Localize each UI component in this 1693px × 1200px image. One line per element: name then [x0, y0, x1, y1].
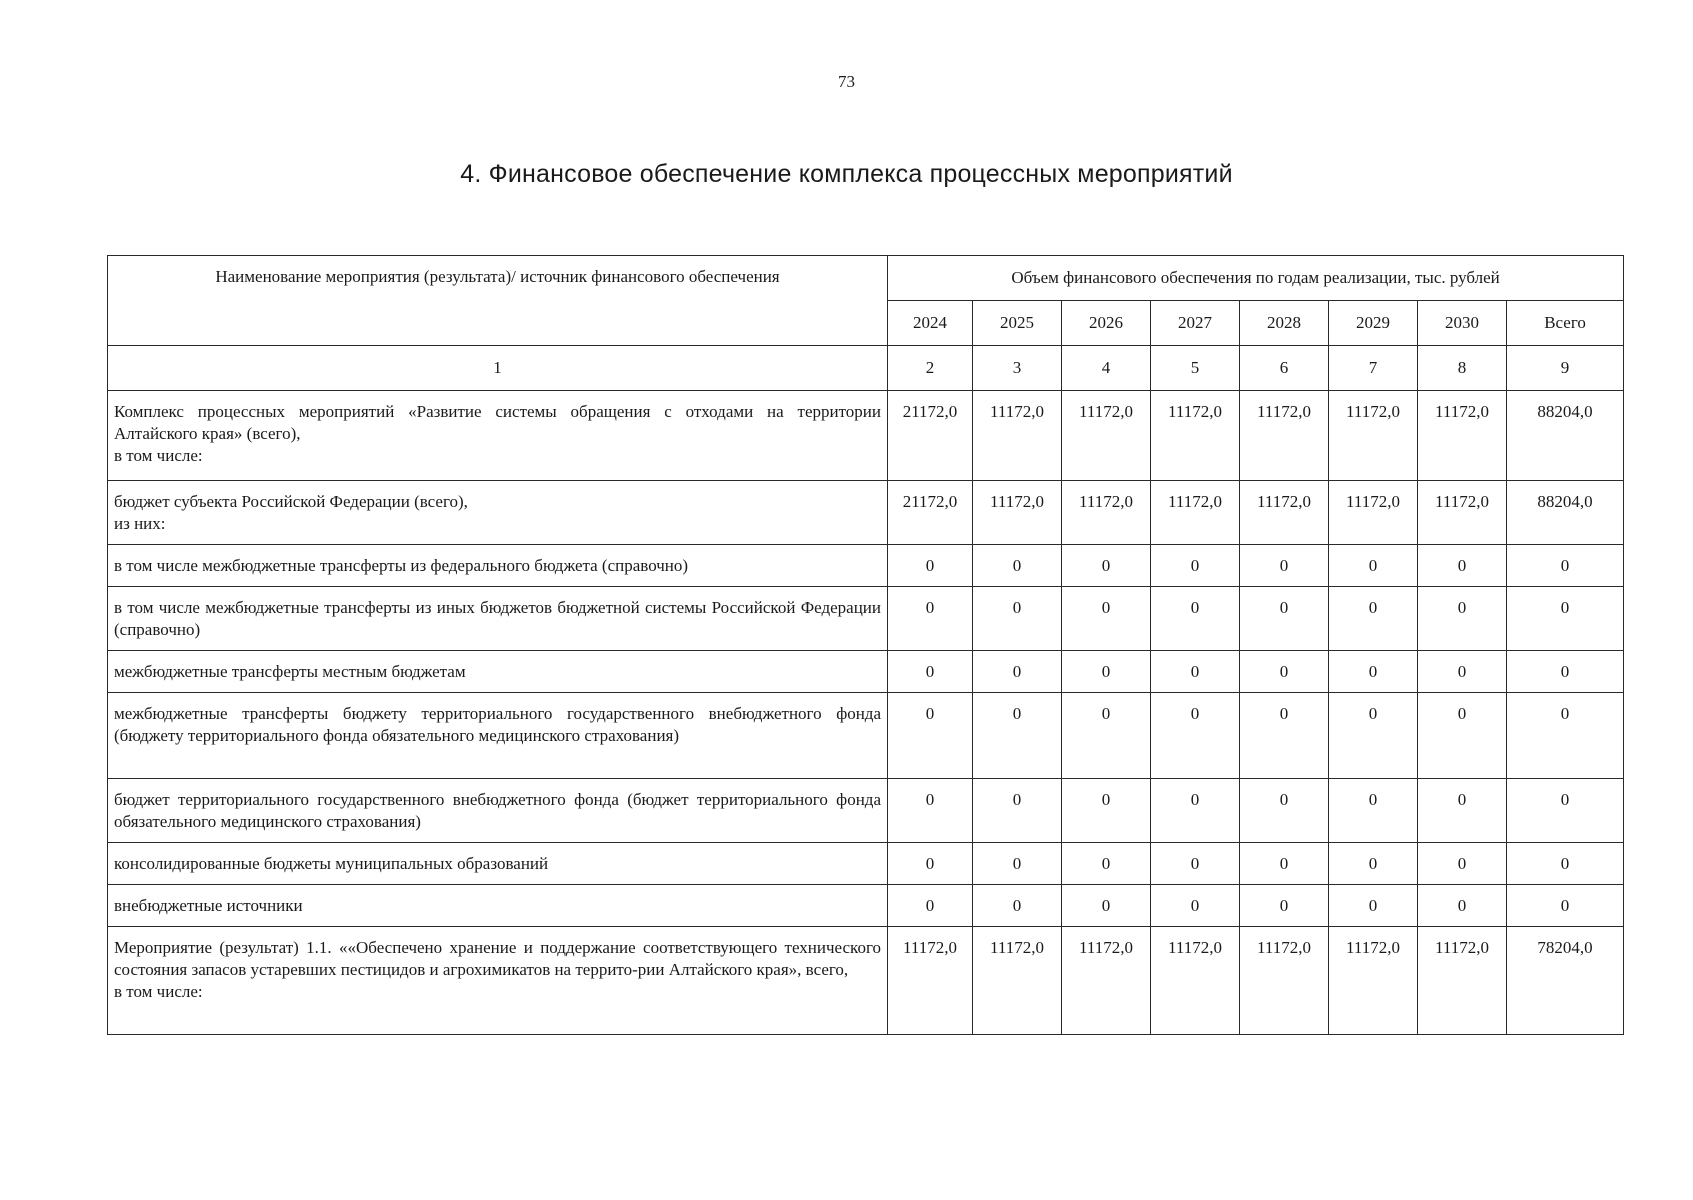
row-year-value: 0 [1329, 587, 1418, 651]
row-year-value: 0 [973, 779, 1062, 843]
row-year-value: 0 [1418, 651, 1507, 693]
row-year-value: 11172,0 [1062, 391, 1151, 481]
row-year-value: 0 [1240, 651, 1329, 693]
row-total-value: 88204,0 [1507, 391, 1624, 481]
row-year-value: 0 [1151, 587, 1240, 651]
row-year-value: 0 [973, 651, 1062, 693]
row-year-value: 0 [1240, 885, 1329, 927]
column-number: 3 [973, 346, 1062, 391]
row-year-value: 0 [1240, 587, 1329, 651]
table-row [108, 779, 1624, 843]
row-year-value: 0 [1062, 545, 1151, 587]
row-year-value: 0 [1329, 651, 1418, 693]
row-year-value: 0 [1151, 545, 1240, 587]
row-year-value: 11172,0 [1062, 927, 1151, 1035]
row-total-value: 88204,0 [1507, 481, 1624, 545]
row-year-value: 0 [973, 693, 1062, 779]
header-row-1 [108, 256, 1624, 301]
header-financing-volume: Объем финансового обеспечения по годам реализации, тыс. рублей [888, 256, 1624, 301]
row-year-value: 0 [1418, 545, 1507, 587]
table-row [108, 927, 1624, 1035]
row-year-value: 11172,0 [1329, 927, 1418, 1035]
row-year-value: 0 [1062, 693, 1151, 779]
column-number: 1 [108, 346, 888, 391]
row-year-value: 0 [1418, 693, 1507, 779]
row-year-value: 0 [1151, 693, 1240, 779]
row-year-value: 11172,0 [1329, 391, 1418, 481]
row-year-value: 11172,0 [1151, 481, 1240, 545]
row-name: в том числе межбюджетные трансферты из федерального бюджета (справочно) [108, 545, 888, 587]
row-total-value: 0 [1507, 885, 1624, 927]
table-row [108, 843, 1624, 885]
row-total-value: 0 [1507, 587, 1624, 651]
table-row [108, 391, 1624, 481]
column-number: 8 [1418, 346, 1507, 391]
row-year-value: 11172,0 [1151, 927, 1240, 1035]
row-year-value: 0 [1329, 545, 1418, 587]
header-total: Всего [1507, 301, 1624, 346]
row-year-value: 11172,0 [973, 927, 1062, 1035]
row-name: межбюджетные трансферты бюджету территориального государственного внебюджетного фонда (бюджету территориального фонда обязательного медицинского страхования) [108, 693, 888, 779]
row-year-value: 0 [973, 843, 1062, 885]
table-body [108, 391, 1624, 1035]
row-year-value: 0 [888, 587, 973, 651]
row-total-value: 78204,0 [1507, 927, 1624, 1035]
row-name: внебюджетные источники [108, 885, 888, 927]
header-year: 2024 [888, 301, 973, 346]
column-number: 9 [1507, 346, 1624, 391]
column-number: 4 [1062, 346, 1151, 391]
header-activity-name: Наименование мероприятия (результата)/ источник финансового обеспечения [108, 256, 888, 346]
row-year-value: 0 [1418, 587, 1507, 651]
row-name: бюджет субъекта Российской Федерации (всего), из них: [108, 481, 888, 545]
row-total-value: 0 [1507, 843, 1624, 885]
column-number-row [108, 346, 1624, 391]
row-year-value: 11172,0 [1240, 481, 1329, 545]
row-year-value: 0 [888, 885, 973, 927]
row-year-value: 0 [1062, 651, 1151, 693]
header-year: 2026 [1062, 301, 1151, 346]
row-name: Комплекс процессных мероприятий «Развитие системы обращения с отходами на территории Алтайского края» (всего), в том числе: [108, 391, 888, 481]
row-year-value: 0 [1240, 779, 1329, 843]
row-year-value: 21172,0 [888, 481, 973, 545]
row-total-value: 0 [1507, 651, 1624, 693]
row-year-value: 0 [1240, 545, 1329, 587]
row-name: межбюджетные трансферты местным бюджетам [108, 651, 888, 693]
table-row [108, 693, 1624, 779]
row-year-value: 0 [888, 779, 973, 843]
row-year-value: 0 [1240, 693, 1329, 779]
table-row [108, 885, 1624, 927]
row-name: консолидированные бюджеты муниципальных образований [108, 843, 888, 885]
row-year-value: 0 [973, 587, 1062, 651]
row-name: бюджет территориального государственного внебюджетного фонда (бюджет территориального фонда обязательного медицинского страхования) [108, 779, 888, 843]
header-year: 2027 [1151, 301, 1240, 346]
row-year-value: 0 [973, 545, 1062, 587]
row-name: в том числе межбюджетные трансферты из иных бюджетов бюджетной системы Российской Федерации (справочно) [108, 587, 888, 651]
row-year-value: 11172,0 [1418, 927, 1507, 1035]
row-year-value: 0 [1151, 651, 1240, 693]
row-name: Мероприятие (результат) 1.1. ««Обеспечено хранение и поддержание соответствующего технического состояния запасов устаревших пестицидов и агрохимикатов на террито-рии Алтайского края», всего, в том числе: [108, 927, 888, 1035]
row-total-value: 0 [1507, 693, 1624, 779]
row-year-value: 0 [888, 693, 973, 779]
row-year-value: 0 [1151, 885, 1240, 927]
header-year: 2025 [973, 301, 1062, 346]
table-row [108, 587, 1624, 651]
row-year-value: 0 [1151, 779, 1240, 843]
header-year: 2029 [1329, 301, 1418, 346]
row-year-value: 0 [1418, 843, 1507, 885]
row-year-value: 0 [1418, 779, 1507, 843]
row-year-value: 11172,0 [973, 391, 1062, 481]
row-year-value: 11172,0 [888, 927, 973, 1035]
table-row [108, 481, 1624, 545]
column-number: 2 [888, 346, 973, 391]
row-year-value: 0 [1329, 843, 1418, 885]
section-heading: 4. Финансовое обеспечение комплекса процессных мероприятий [460, 160, 1233, 188]
row-year-value: 0 [888, 843, 973, 885]
row-year-value: 11172,0 [1418, 391, 1507, 481]
row-year-value: 21172,0 [888, 391, 973, 481]
row-year-value: 0 [1329, 885, 1418, 927]
column-number: 7 [1329, 346, 1418, 391]
row-year-value: 0 [888, 545, 973, 587]
row-year-value: 11172,0 [1329, 481, 1418, 545]
page-number: 73 [838, 72, 855, 91]
row-year-value: 0 [888, 651, 973, 693]
row-year-value: 0 [1329, 693, 1418, 779]
row-year-value: 11172,0 [1151, 391, 1240, 481]
row-year-value: 0 [1062, 779, 1151, 843]
row-year-value: 11172,0 [973, 481, 1062, 545]
row-year-value: 11172,0 [1062, 481, 1151, 545]
table-row [108, 651, 1624, 693]
row-year-value: 11172,0 [1240, 927, 1329, 1035]
row-year-value: 0 [1329, 779, 1418, 843]
column-number: 5 [1151, 346, 1240, 391]
table-row [108, 545, 1624, 587]
row-total-value: 0 [1507, 545, 1624, 587]
row-year-value: 11172,0 [1240, 391, 1329, 481]
row-year-value: 0 [1062, 885, 1151, 927]
column-number: 6 [1240, 346, 1329, 391]
financing-table [107, 255, 1624, 1035]
row-year-value: 0 [1062, 587, 1151, 651]
header-year: 2028 [1240, 301, 1329, 346]
row-year-value: 0 [1418, 885, 1507, 927]
row-year-value: 0 [1151, 843, 1240, 885]
row-year-value: 0 [1240, 843, 1329, 885]
row-year-value: 0 [973, 885, 1062, 927]
row-year-value: 0 [1062, 843, 1151, 885]
header-year: 2030 [1418, 301, 1507, 346]
row-year-value: 11172,0 [1418, 481, 1507, 545]
row-total-value: 0 [1507, 779, 1624, 843]
